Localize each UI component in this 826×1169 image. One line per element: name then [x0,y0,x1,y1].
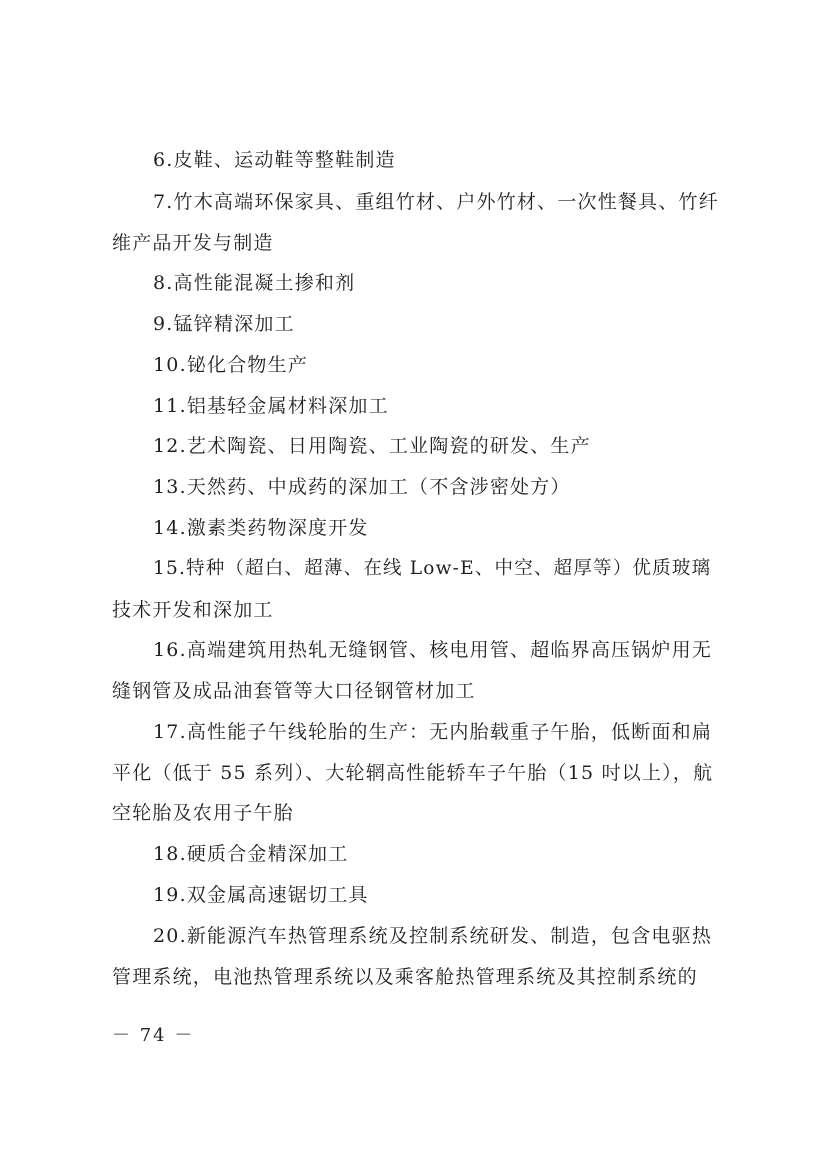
list-item-text: 19.双金属高速锯切工具 [153,884,369,906]
list-item-continuation: 维产品开发与制造 [112,231,274,254]
list-item-8 [112,263,724,304]
list-item-6 [112,140,724,181]
list-item-9 [112,304,724,345]
list-item-11 [112,386,724,427]
list-item-continuation: 管理系统，电池热管理系统以及乘客舱热管理系统及其控制系统的 [112,965,698,988]
list-item-text: 15.特种（超白、超薄、在线 Low-E、中空、超厚等）优质玻璃 [153,558,712,579]
list-item-text: 14.激素类药物深度开发 [153,517,369,539]
list-item-text: 9.锰锌精深加工 [153,313,295,335]
list-item-text: 11.铝基轻金属材料深加工 [153,395,389,417]
list-item-text: 20.新能源汽车热管理系统及控制系统研发、制造，包含电驱热 [153,925,713,947]
list-item-text: 17.高性能子午线轮胎的生产：无内胎载重子午胎，低断面和扁 [153,721,713,743]
list-item-text: 7.竹木高端环保家具、重组竹材、户外竹材、一次性餐具、竹纤 [153,191,719,213]
list-item-text: 13.天然药、中成药的深加工（不含涉密处方） [153,476,571,498]
list-item-7 [112,182,724,263]
list-item-20 [112,916,724,997]
list-item-text: 6.皮鞋、运动鞋等整鞋制造 [153,149,396,171]
list-item-text: 18.硬质合金精深加工 [153,843,349,865]
list-item-text: 10.铋化合物生产 [153,354,309,376]
page-number: － 74 － [112,1025,195,1046]
list-item-16 [112,630,724,711]
list-item-continuation: 平化（低于 55 系列）、大轮辋高性能轿车子午胎（15 吋以上），航 [112,761,714,784]
list-item-17 [112,712,724,834]
list-item-text: 8.高性能混凝土掺和剂 [153,272,356,294]
list-item-18 [112,834,724,875]
list-item-13 [112,467,724,508]
list-item-continuation: 空轮胎及农用子午胎 [112,802,294,824]
list-item-12 [112,426,724,467]
list-item-14 [112,508,724,549]
list-item-continuation: 技术开发和深加工 [112,598,274,621]
list-item-text: 12.艺术陶瓷、日用陶瓷、工业陶瓷的研发、生产 [153,435,591,457]
list-item-continuation: 缝钢管及成品油套管等大口径钢管材加工 [112,679,476,702]
list-item-15 [112,549,724,630]
list-item-10 [112,345,724,386]
list-item-19 [112,875,724,916]
list-item-text: 16.高端建筑用热轧无缝钢管、核电用管、超临界高压锅炉用无 [153,639,713,661]
